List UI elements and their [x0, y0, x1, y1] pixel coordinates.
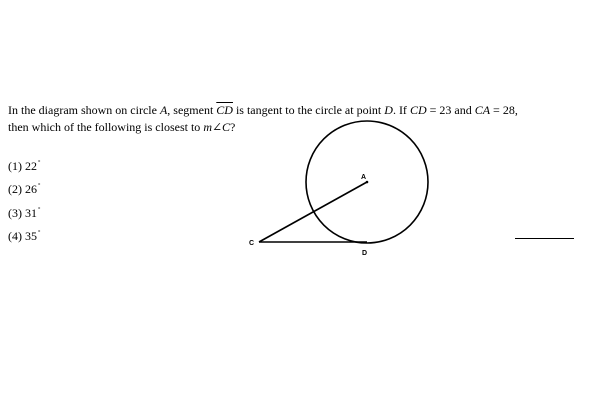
question-text-4: . If [392, 103, 410, 117]
circle-name: A [159, 103, 168, 117]
segment-ca [259, 182, 367, 242]
segment-name: $\overline{CD}$ [216, 103, 233, 117]
choice-value: 26 [25, 182, 37, 196]
cd-value: = 23 and [426, 103, 475, 117]
choice-number: (2) [8, 182, 22, 196]
question-text-1: In the diagram shown on circle [8, 103, 160, 117]
answer-blank[interactable] [515, 238, 574, 239]
question-text-3: is tangent to the circle at point [232, 103, 385, 117]
choice-number: (3) [8, 206, 22, 220]
label-d: D [362, 250, 368, 257]
label-a: A [361, 174, 367, 181]
angle-expression: m∠C [203, 120, 231, 134]
degree-symbol: ° [38, 160, 41, 166]
cd-variable: CD [409, 103, 427, 117]
question-text-5: then which of the following is closest to [8, 120, 204, 134]
choice-value: 22 [25, 159, 37, 173]
ca-variable: CA [474, 103, 491, 117]
degree-symbol: ° [38, 230, 41, 236]
question-mark: ? [230, 120, 236, 134]
choice-number: (1) [8, 159, 22, 173]
choice-value: 31 [25, 206, 37, 220]
choice-value: 35 [25, 229, 37, 243]
degree-symbol: ° [38, 183, 41, 189]
choice-number: (4) [8, 229, 22, 243]
center-point [366, 181, 369, 184]
label-c: C [249, 240, 255, 247]
tangent-point: D [384, 103, 393, 117]
ca-value: = 28, [490, 103, 518, 117]
question-text-2: , segment [167, 103, 217, 117]
degree-symbol: ° [38, 207, 41, 213]
